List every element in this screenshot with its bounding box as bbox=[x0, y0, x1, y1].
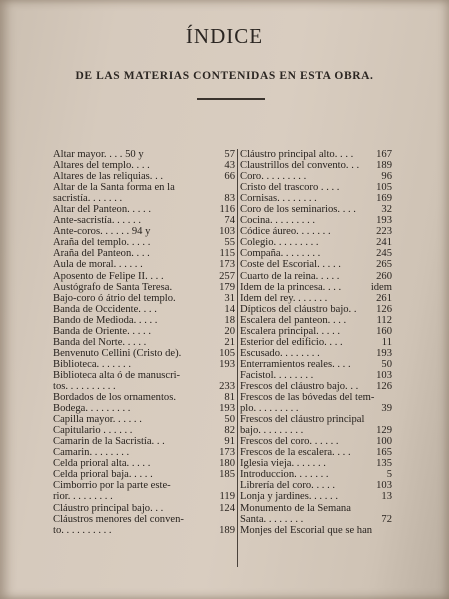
index-entry-page bbox=[390, 503, 392, 514]
index-entry-text: Ante-coros. . . . . . 94 y bbox=[53, 226, 151, 238]
index-entry-page: 55 bbox=[224, 237, 235, 249]
index-entry-page: 103 bbox=[376, 369, 392, 381]
index-entry-text: sacristía. . . . . . . bbox=[53, 193, 123, 205]
index-entry bbox=[240, 414, 392, 425]
index-entry-text: Esterior del edificio. . . . bbox=[240, 336, 343, 348]
index-entry-page: 112 bbox=[376, 314, 392, 326]
index-entry bbox=[240, 237, 392, 248]
index-entry bbox=[240, 480, 392, 491]
index-entry-text: Compaña. . . . . . . . bbox=[240, 248, 321, 260]
index-entry bbox=[53, 348, 235, 359]
index-entry-text: Capitulario . . . . . . bbox=[53, 425, 133, 437]
index-entry-text: Frescos del cláustro bajo. . . bbox=[240, 380, 359, 392]
index-entry-page: 257 bbox=[219, 270, 235, 282]
index-entry-page bbox=[233, 182, 235, 193]
index-entry bbox=[240, 403, 392, 414]
index-entry-text: Bajo-coro ó átrio del templo. bbox=[53, 292, 176, 304]
index-entry-text: Idem del rey. . . . . . . bbox=[240, 292, 328, 304]
index-entry bbox=[240, 392, 392, 403]
index-entry-text: Dípticos del cláustro bajo. . bbox=[240, 303, 357, 315]
index-entry bbox=[240, 525, 392, 536]
index-entry-page: 261 bbox=[376, 292, 392, 304]
index-entry-text: Bodega. . . . . . . . . bbox=[53, 403, 131, 415]
index-entry-page: 18 bbox=[224, 314, 235, 326]
index-entry bbox=[53, 414, 235, 425]
index-entry-text: Cornisas. . . . . . . . bbox=[240, 193, 317, 205]
index-entry-text: Cocina. . . . . . . . . bbox=[240, 215, 316, 227]
index-entry bbox=[53, 282, 235, 293]
index-entry-page: 223 bbox=[376, 226, 392, 238]
index-entry-page bbox=[390, 525, 392, 536]
index-entry bbox=[53, 370, 235, 381]
index-entry bbox=[53, 337, 235, 348]
index-entry-page bbox=[233, 514, 235, 525]
index-entry bbox=[53, 491, 235, 502]
index-entry-page: 31 bbox=[224, 292, 235, 304]
index-entry bbox=[240, 337, 392, 348]
index-entry bbox=[53, 171, 235, 182]
index-entry-page: 193 bbox=[219, 403, 235, 415]
index-entry-page: 20 bbox=[224, 325, 235, 337]
index-entry bbox=[53, 469, 235, 480]
index-entry bbox=[53, 248, 235, 259]
index-entry-text: Librería del coro. . . . . bbox=[240, 480, 336, 492]
index-entry-page: 260 bbox=[376, 270, 392, 282]
index-entry bbox=[240, 326, 392, 337]
index-entry bbox=[53, 425, 235, 436]
index-entry bbox=[240, 215, 392, 226]
index-entry-text: Austógrafo de Santa Teresa. bbox=[53, 281, 173, 293]
index-entry-page: 193 bbox=[219, 358, 235, 370]
index-entry-page: 173 bbox=[219, 447, 235, 459]
index-entry-page: 103 bbox=[376, 480, 392, 492]
page-subtitle: DE LAS MATERIAS CONTENIDAS EN ESTA OBRA. bbox=[75, 70, 374, 82]
index-entry bbox=[53, 403, 235, 414]
index-entry-text: Cuarto de la reina. . . . . bbox=[240, 270, 340, 282]
index-entry-page: 91 bbox=[224, 436, 235, 448]
index-entry-page: 193 bbox=[376, 215, 392, 227]
index-entry bbox=[53, 503, 235, 514]
index-entry bbox=[240, 160, 392, 171]
index-entry-text: Colegio. . . . . . . . . bbox=[240, 237, 319, 249]
index-entry-page: 50 bbox=[381, 358, 392, 370]
index-entry bbox=[53, 381, 235, 392]
index-entry-page: 43 bbox=[224, 160, 235, 172]
index-entry-text: bajo. . . . . . . . . bbox=[240, 425, 304, 437]
index-entry-text: plo. . . . . . . . . bbox=[240, 403, 299, 415]
index-entry-page: 116 bbox=[219, 204, 235, 216]
index-entry bbox=[240, 514, 392, 525]
index-entry-text: Bordados de los ornamentos. bbox=[53, 392, 176, 404]
index-entry-page: 100 bbox=[376, 436, 392, 448]
index-entry-text: Altar de la Santa forma en la bbox=[53, 182, 175, 194]
index-entry bbox=[240, 182, 392, 193]
index-entry-text: Aula de moral. . . . . . bbox=[53, 259, 143, 271]
index-column-left bbox=[53, 149, 235, 536]
index-entry bbox=[240, 503, 392, 514]
index-entry-text: Biblioteca alta ó de manuscri- bbox=[53, 369, 181, 381]
index-entry-page: 193 bbox=[376, 347, 392, 359]
index-entry-page: 14 bbox=[224, 303, 235, 315]
index-entry-page bbox=[390, 414, 392, 425]
index-entry-text: Cláustro principal alto. . . . bbox=[240, 149, 354, 160]
index-entry-page: 265 bbox=[376, 259, 392, 271]
index-entry-text: Claustrillos del convento. . . bbox=[240, 160, 360, 172]
index-entry-page: 115 bbox=[219, 248, 235, 260]
index-entry-text: Araña del Panteon. . . . bbox=[53, 248, 150, 260]
index-entry-text: Coste del Escorial. . . . . bbox=[240, 259, 341, 271]
index-entry-text: Capilla mayor. . . . . . bbox=[53, 414, 142, 426]
column-divider bbox=[237, 149, 238, 567]
index-entry-page: 126 bbox=[376, 303, 392, 315]
index-entry-page: 135 bbox=[376, 458, 392, 470]
index-entry-text: Frescos de la escalera. . . . bbox=[240, 447, 351, 459]
index-entry bbox=[53, 193, 235, 204]
index-entry-text: Camarin de la Sacristía. . . bbox=[53, 436, 165, 448]
index-entry-page: 72 bbox=[381, 513, 392, 525]
index-entry-text: Escalera del panteon. . . . bbox=[240, 314, 347, 326]
index-entry-page: 165 bbox=[376, 447, 392, 459]
index-entry-text: Altar mayor. . . . 50 y bbox=[53, 149, 144, 160]
index-entry-page: 96 bbox=[381, 171, 392, 183]
index-entry-text: Monjes del Escorial que se han bbox=[240, 524, 373, 536]
index-entry bbox=[240, 370, 392, 381]
index-entry-page: 50 bbox=[224, 414, 235, 426]
index-entry bbox=[53, 525, 235, 536]
index-entry-text: Celda prioral alta. . . . . bbox=[53, 458, 151, 470]
index-entry-page: 189 bbox=[376, 160, 392, 172]
index-entry bbox=[240, 259, 392, 270]
index-entry-page: 167 bbox=[376, 149, 392, 160]
index-entry bbox=[53, 149, 235, 160]
index-entry bbox=[53, 271, 235, 282]
index-entry-text: Idem de la princesa. . . . bbox=[240, 281, 342, 293]
index-entry-text: Escusado. . . . . . . . bbox=[240, 347, 320, 359]
index-entry bbox=[240, 282, 392, 293]
index-entry bbox=[240, 447, 392, 458]
index-entry-text: Biblioteca. . . . . . . bbox=[53, 358, 131, 370]
index-entry-page: 160 bbox=[376, 325, 392, 337]
index-entry-page: idem bbox=[370, 281, 392, 293]
index-entry-page: 105 bbox=[219, 347, 235, 359]
index-entry-text: Bando de Medioda. . . . . bbox=[53, 314, 158, 326]
index-entry-page: 129 bbox=[376, 425, 392, 437]
index-entry bbox=[240, 204, 392, 215]
index-entry-text: Altares del templo. . . . bbox=[53, 160, 150, 172]
index-entry-text: Banda de Occidente. . . . bbox=[53, 303, 157, 315]
index-entry bbox=[53, 315, 235, 326]
index-entry-page: 189 bbox=[219, 524, 235, 536]
index-entry-text: Benvenuto Cellini (Cristo de). bbox=[53, 347, 182, 359]
index-entry bbox=[240, 348, 392, 359]
index-entry-text: to. . . . . . . . . . bbox=[53, 524, 112, 536]
index-entry-page: 105 bbox=[376, 182, 392, 194]
index-entry bbox=[240, 381, 392, 392]
index-entry-text: Camarin. . . . . . . . bbox=[53, 447, 130, 459]
index-entry-page bbox=[390, 392, 392, 403]
index-entry bbox=[53, 226, 235, 237]
index-entry bbox=[240, 293, 392, 304]
index-entry-text: Frescos de las bóvedas del tem- bbox=[240, 392, 375, 404]
index-entry-page: 185 bbox=[219, 469, 235, 481]
index-column-right bbox=[240, 149, 392, 536]
index-entry bbox=[240, 458, 392, 469]
index-entry bbox=[240, 425, 392, 436]
index-entry-text: Iglesia vieja. . . . . . . bbox=[240, 458, 326, 470]
index-entry bbox=[240, 436, 392, 447]
index-entry-page: 179 bbox=[219, 281, 235, 293]
index-entry bbox=[53, 514, 235, 525]
index-entry-page: 82 bbox=[224, 425, 235, 437]
index-entry bbox=[240, 271, 392, 282]
index-entry bbox=[53, 392, 235, 403]
index-entry-text: Santa. . . . . . . . bbox=[240, 513, 304, 525]
index-entry-page: 83 bbox=[224, 193, 235, 205]
index-entry-page: 126 bbox=[376, 380, 392, 392]
index-entry-text: Monumento de la Semana bbox=[240, 502, 351, 514]
index-entry bbox=[53, 259, 235, 270]
index-entry-page: 74 bbox=[224, 215, 235, 227]
index-entry bbox=[240, 226, 392, 237]
index-entry bbox=[240, 171, 392, 182]
index-entry-text: Aposento de Felipe II. . . . bbox=[53, 270, 164, 282]
index-entry bbox=[53, 359, 235, 370]
index-entry bbox=[53, 447, 235, 458]
index-entry-page: 233 bbox=[219, 380, 235, 392]
index-entry-text: Códice áureo. . . . . . . bbox=[240, 226, 331, 238]
index-entry-page: 119 bbox=[219, 491, 235, 503]
index-entry bbox=[53, 480, 235, 491]
index-entry-page: 39 bbox=[381, 403, 392, 415]
index-entry bbox=[240, 304, 392, 315]
index-entry-text: Coro de los seminarios. . . . bbox=[240, 204, 356, 216]
index-entry-text: tos. . . . . . . . . . bbox=[53, 380, 116, 392]
index-entry-text: Introduccion. . . . . . . bbox=[240, 469, 329, 481]
page-title: ÍNDICE bbox=[185, 24, 264, 48]
index-entry bbox=[53, 215, 235, 226]
index-entry bbox=[240, 359, 392, 370]
index-entry bbox=[53, 436, 235, 447]
index-entry-page: 13 bbox=[381, 491, 392, 503]
index-entry-text: Altar del Panteon. . . . . bbox=[53, 204, 151, 216]
index-entry-page: 241 bbox=[376, 237, 392, 249]
index-entry-page: 81 bbox=[224, 392, 235, 404]
index-entry-text: Cristo del trascoro . . . . bbox=[240, 182, 340, 194]
index-entry-text: Altares de las reliquias. . . bbox=[53, 171, 164, 183]
index-entry bbox=[240, 469, 392, 480]
index-entry-page: 57 bbox=[224, 149, 235, 160]
index-entry-text: Facistol. . . . . . . . bbox=[240, 369, 314, 381]
index-entry-page: 245 bbox=[376, 248, 392, 260]
index-entry bbox=[53, 160, 235, 171]
index-entry-text: Cláustro principal bajo. . . bbox=[53, 502, 164, 514]
index-entry-text: Ante-sacristía. . . . . . bbox=[53, 215, 141, 227]
index-entry bbox=[53, 304, 235, 315]
index-entry-page: 180 bbox=[219, 458, 235, 470]
index-entry bbox=[53, 458, 235, 469]
index-entry-text: Celda prioral baja. . . . . bbox=[53, 469, 153, 481]
index-entry bbox=[53, 237, 235, 248]
index-entry-text: Cláustros menores del conven- bbox=[53, 513, 184, 525]
index-entry-page: 103 bbox=[219, 226, 235, 238]
index-entry bbox=[240, 491, 392, 502]
index-entry-page bbox=[233, 480, 235, 491]
index-entry-text: Frescos del coro. . . . . . bbox=[240, 436, 339, 448]
index-entry bbox=[240, 193, 392, 204]
index-entry-page: 32 bbox=[381, 204, 392, 216]
index-entry-text: Cimborrio por la parte este- bbox=[53, 480, 171, 492]
index-entry bbox=[240, 149, 392, 160]
index-entry-text: Coro. . . . . . . . . bbox=[240, 171, 307, 183]
index-entry-page: 21 bbox=[224, 336, 235, 348]
index-entry bbox=[53, 182, 235, 193]
title-rule bbox=[197, 98, 265, 100]
index-entry-page: 169 bbox=[376, 193, 392, 205]
index-entry-page bbox=[233, 370, 235, 381]
index-entry-text: Escalera principal. . . . . bbox=[240, 325, 341, 337]
index-entry-page: 66 bbox=[224, 171, 235, 183]
index-entry bbox=[240, 248, 392, 259]
index-entry bbox=[53, 326, 235, 337]
index-entry-text: Enterramientos reales. . . . bbox=[240, 358, 351, 370]
index-entry-text: Banda del Norte. . . . . bbox=[53, 336, 147, 348]
index-entry bbox=[53, 293, 235, 304]
index-entry-text: Frescos del cláustro principal bbox=[240, 414, 365, 426]
index-entry-page: 124 bbox=[219, 502, 235, 514]
index-entry-text: Lonja y jardines. . . . . . bbox=[240, 491, 338, 503]
index-entry-page: 11 bbox=[381, 336, 392, 348]
index-entry-page: 173 bbox=[219, 259, 235, 271]
index-entry-text: Banda de Oriente. . . . . bbox=[53, 325, 151, 337]
index-entry bbox=[240, 315, 392, 326]
index-entry-page: 5 bbox=[386, 469, 392, 481]
index-entry-text: Araña del templo. . . . . bbox=[53, 237, 151, 249]
index-entry bbox=[53, 204, 235, 215]
index-entry-text: rior. . . . . . . . . bbox=[53, 491, 113, 503]
